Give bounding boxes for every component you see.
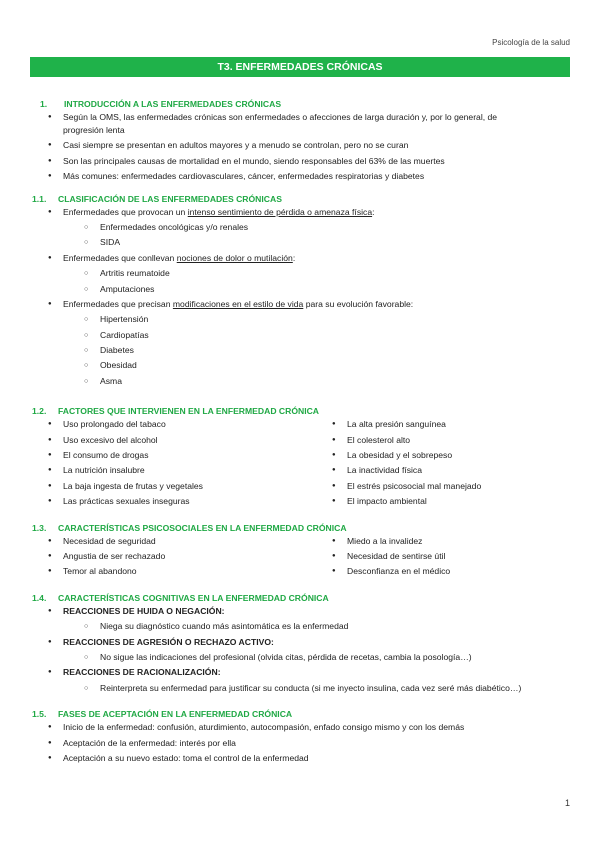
list-item: ● El impacto ambiental (291, 494, 582, 509)
sub-list-item: ○ SIDA (0, 235, 600, 250)
list-item: ● Uso excesivo del alcohol (0, 433, 291, 448)
left-column (0, 534, 291, 580)
left-column (0, 417, 291, 509)
list-item: ● Enfermedades que conllevan nociones de dolor o mutilación: (0, 251, 600, 266)
sub-list-item: ○ Reinterpreta su enfermedad para justificar su conducta (si me inyecto insulina, cada vez seré más diabético…) (0, 681, 600, 696)
section-heading (0, 592, 600, 604)
list-item: ● Según la OMS, las enfermedades crónicas son enfermedades o afecciones de larga duración y, por lo general, de (0, 110, 600, 125)
section-heading (0, 98, 600, 110)
sub-list-item: ○ Asma (0, 374, 600, 389)
list-item: ● La inactividad física (291, 463, 582, 478)
sub-list-item: ○ Diabetes (0, 343, 600, 358)
list-item: ● Casi siempre se presentan en adultos mayores y a menudo se controlan, pero no se curan (0, 138, 600, 153)
section-heading (0, 522, 600, 534)
sub-list-item: ○ Amputaciones (0, 282, 600, 297)
list-item: ● Desconfianza en el médico (291, 564, 582, 579)
list-item-continuation: progresión lenta (63, 125, 125, 136)
section-factores (0, 405, 600, 509)
list-item: ● La obesidad y el sobrepeso (291, 448, 582, 463)
section-title: CARACTERÍSTICAS COGNITIVAS EN LA ENFERMEDAD CRÓNICA (58, 592, 329, 603)
underlined-phrase: nociones de dolor o mutilación (176, 252, 293, 263)
page-number: 1 (564, 798, 570, 808)
list-item: ● Las prácticas sexuales inseguras (0, 494, 291, 509)
list-item: ● Necesidad de sentirse útil (291, 549, 582, 564)
section-number: 1. (40, 99, 48, 109)
section-psicosociales (0, 522, 600, 580)
reaction-heading: ● REACCIONES DE RACIONALIZACIÓN: (0, 665, 600, 680)
right-column (291, 417, 582, 509)
list-item: ● El colesterol alto (291, 433, 582, 448)
section-cognitivas (0, 592, 600, 696)
sub-list-item: ○ Artritis reumatoide (0, 266, 600, 281)
document-body (0, 98, 600, 766)
section-number: 1.5. (32, 709, 47, 720)
list-item: ● La baja ingesta de frutas y vegetales (0, 479, 291, 494)
reaction-heading: ● REACCIONES DE AGRESIÓN O RECHAZO ACTIVO: (0, 635, 600, 650)
section-clasificacion (0, 193, 600, 390)
sub-list-item: ○ Niega su diagnóstico cuando más asintomática es la enfermedad (0, 619, 600, 634)
sub-list-item: ○ Hipertensión (0, 312, 600, 327)
section-title: CLASIFICACIÓN DE LAS ENFERMEDADES CRÓNICAS (58, 193, 282, 204)
section-title: INTRODUCCIÓN A LAS ENFERMEDADES CRÓNICAS (64, 99, 282, 109)
list-item: ● Enfermedades que provocan un intenso sentimiento de pérdida o amenaza física: (0, 205, 600, 220)
list-item: ● Temor al abandono (0, 564, 291, 579)
list-item: ● Aceptación de la enfermedad: interés por ella (0, 736, 600, 751)
sub-list-item: ○ Enfermedades oncológicas y/o renales (0, 220, 600, 235)
underlined-phrase: modificaciones en el estilo de vida (172, 298, 304, 309)
section-introduccion (0, 98, 600, 185)
list-item: ● La nutrición insalubre (0, 463, 291, 478)
underlined-phrase: intenso sentimiento de pérdida o amenaza física (187, 206, 373, 217)
list-item: ● La alta presión sanguínea (291, 417, 582, 432)
list-item: ● Uso prolongado del tabaco (0, 417, 291, 432)
section-heading (0, 193, 600, 205)
two-column-list (0, 534, 600, 580)
section-number: 1.1. (32, 193, 47, 204)
list-item: ● El estrés psicosocial mal manejado (291, 479, 582, 494)
section-heading (0, 405, 600, 417)
list-item: ● Más comunes: enfermedades cardiovasculares, cáncer, enfermedades respiratorias y diabetes (0, 169, 600, 184)
list-item: ● Angustia de ser rechazado (0, 549, 291, 564)
sub-list-item: ○ Cardiopatías (0, 328, 600, 343)
list-item: ● Necesidad de seguridad (0, 534, 291, 549)
section-number: 1.3. (32, 522, 47, 533)
list-item: ● Miedo a la invalidez (291, 534, 582, 549)
section-title: FASES DE ACEPTACIÓN EN LA ENFERMEDAD CRÓNICA (58, 709, 293, 720)
list-item: ● Aceptación a su nuevo estado: toma el control de la enfermedad (0, 751, 600, 766)
list-item: ● El consumo de drogas (0, 448, 291, 463)
section-fases (0, 708, 600, 766)
reaction-heading: ● REACCIONES DE HUIDA O NEGACIÓN: (0, 604, 600, 619)
section-heading (0, 708, 600, 720)
section-number: 1.2. (32, 406, 47, 417)
section-title: FACTORES QUE INTERVIENEN EN LA ENFERMEDAD CRÓNICA (58, 406, 320, 417)
list-item: ● Son las principales causas de mortalidad en el mundo, siendo responsables del 63% de las muertes (0, 154, 600, 169)
section-title: CARACTERÍSTICAS PSICOSOCIALES EN LA ENFERMEDAD CRÓNICA (58, 522, 347, 533)
two-column-list (0, 417, 600, 509)
sub-list-item: ○ No sigue las indicaciones del profesional (olvida citas, pérdida de recetas, cambia la posología…) (0, 650, 600, 665)
list-item: ● Inicio de la enfermedad: confusión, aturdimiento, autocompasión, enfado consigo mismo y con los demás (0, 720, 600, 735)
section-number: 1.4. (32, 592, 47, 603)
list-item: ● Enfermedades que precisan modificaciones en el estilo de vida para su evolución favorable: (0, 297, 600, 312)
sub-list-item: ○ Obesidad (0, 358, 600, 373)
header-subject: Psicología de la salud (492, 38, 570, 47)
page-title: T3. ENFERMEDADES CRÓNICAS (30, 57, 570, 77)
right-column (291, 534, 582, 580)
